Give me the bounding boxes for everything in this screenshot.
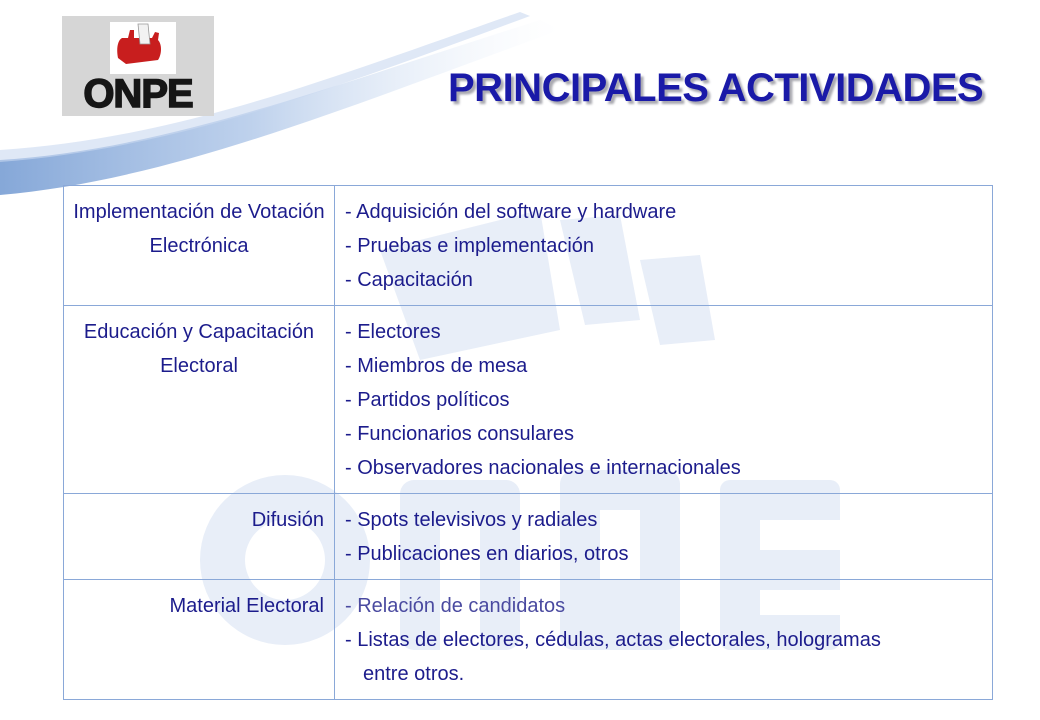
activity-item: - Partidos políticos xyxy=(345,389,510,411)
activity-item: - Publicaciones en diarios, otros xyxy=(345,543,629,565)
activity-item: - Pruebas e implementación xyxy=(345,235,595,257)
activity-item: - Relación de candidatos xyxy=(345,595,566,617)
activity-item: - Electores xyxy=(345,321,441,343)
logo-text: ONPE xyxy=(83,72,193,116)
activity-item: - Capacitación xyxy=(345,269,473,291)
area-cell: Material Electoral xyxy=(64,580,335,700)
activity-item: - Miembros de mesa xyxy=(345,355,528,377)
activities-cell xyxy=(335,306,993,494)
activity-item: - Spots televisivos y radiales xyxy=(345,509,598,531)
activity-item: - Observadores nacionales e internacionales xyxy=(345,457,741,479)
area-cell: Implementación de Votación Electrónica xyxy=(64,186,335,306)
activity-item-continuation: entre otros. xyxy=(363,663,465,685)
area-cell: Educación y Capacitación Electoral xyxy=(64,306,335,494)
area-cell: Difusión xyxy=(64,494,335,580)
activities-cell xyxy=(335,186,993,306)
activity-item: - Adquisición del software y hardware xyxy=(345,201,677,223)
activities-cell xyxy=(335,580,993,700)
activity-item: - Funcionarios consulares xyxy=(345,423,574,445)
table-row xyxy=(64,186,993,306)
activities-table xyxy=(63,185,993,700)
table-row xyxy=(64,580,993,700)
table-row xyxy=(64,494,993,580)
activity-item: - Listas de electores, cédulas, actas electorales, hologramas xyxy=(345,629,881,651)
activities-cell xyxy=(335,494,993,580)
onpe-logo xyxy=(62,16,214,116)
page-title: PRINCIPALES ACTIVIDADES xyxy=(448,66,984,110)
table-row xyxy=(64,306,993,494)
